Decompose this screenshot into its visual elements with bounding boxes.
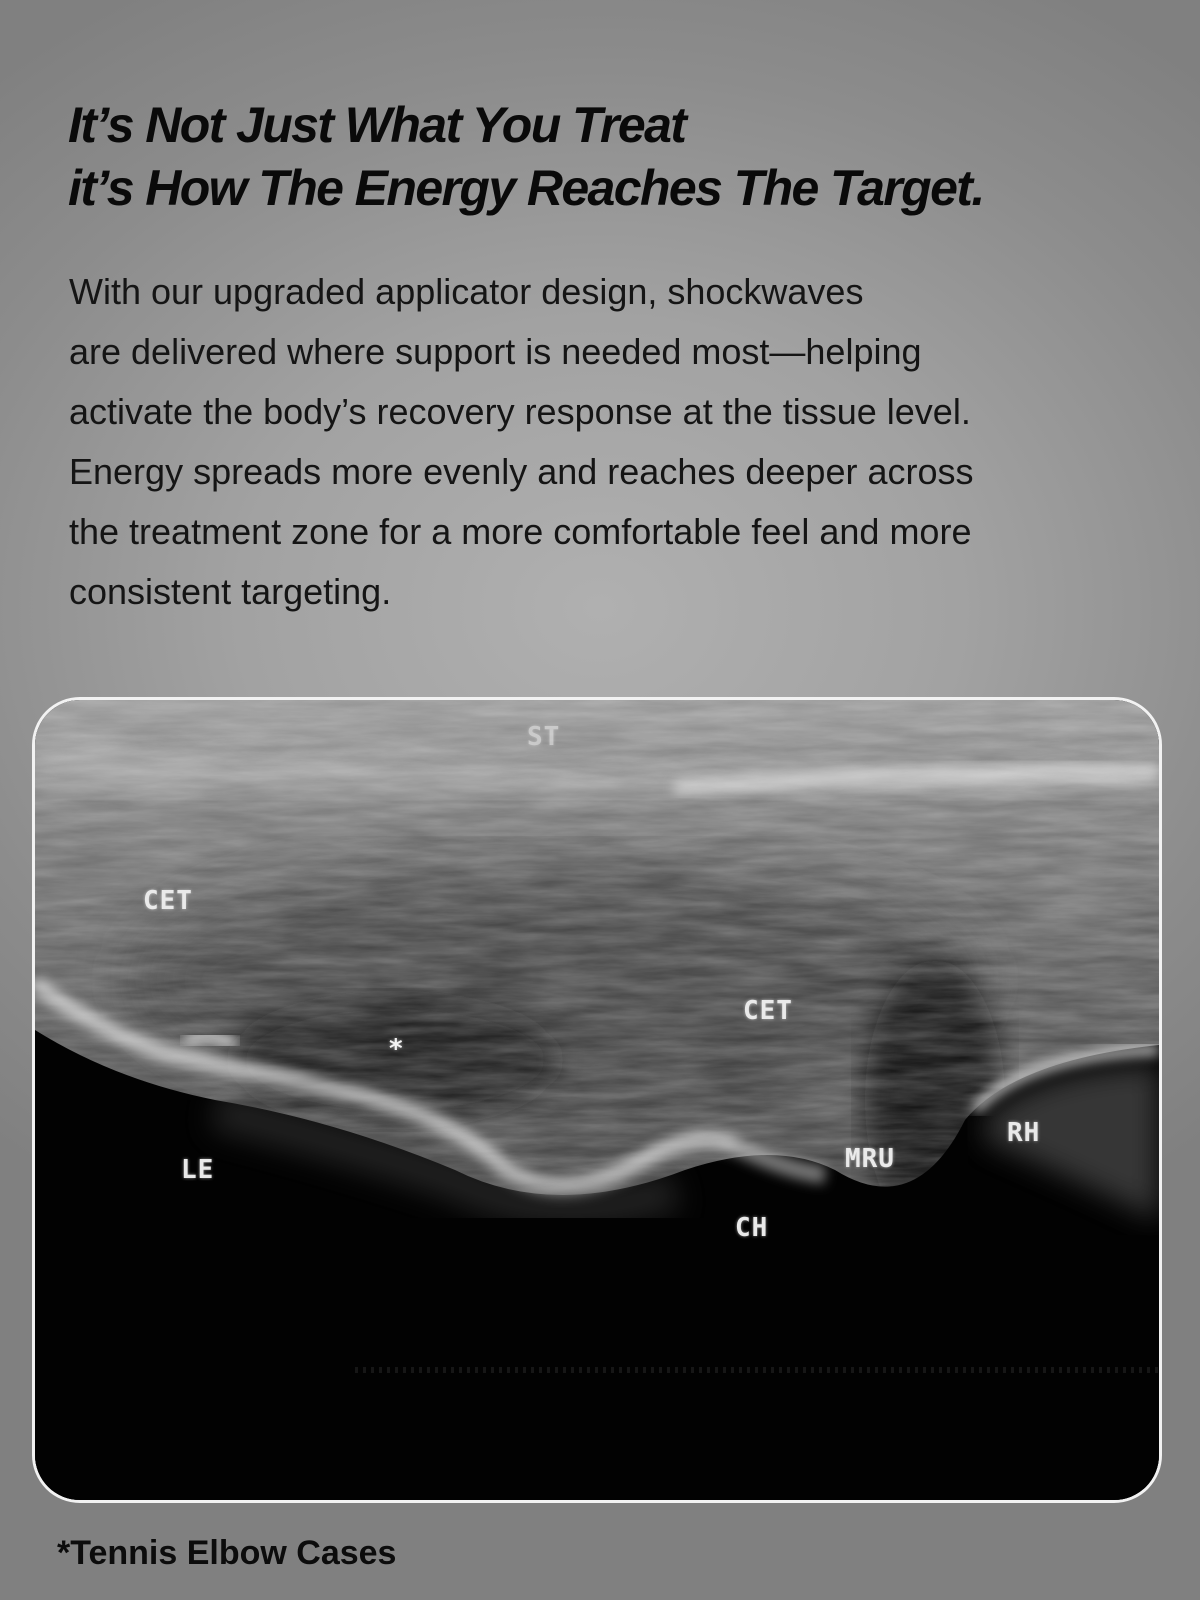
- description-line-3: activate the body’s recovery response at the tissue level.: [69, 391, 971, 432]
- label-ch: CH: [735, 1213, 769, 1243]
- footnote: *Tennis Elbow Cases: [57, 1534, 397, 1572]
- label-mru: MRU: [845, 1144, 895, 1174]
- description-line-4: Energy spreads more evenly and reaches deeper across: [69, 451, 974, 492]
- description-line-6: consistent targeting.: [69, 571, 392, 612]
- label-le: LE: [181, 1155, 215, 1185]
- description-paragraph: [69, 262, 1149, 622]
- ultrasound-image: [32, 697, 1162, 1503]
- label-cet-left: CET: [143, 886, 193, 916]
- description-line-2: are delivered where support is needed most—helping: [69, 331, 922, 372]
- headline-line-2: it’s How The Energy Reaches The Target.: [68, 160, 984, 216]
- label-st: ST: [527, 722, 561, 752]
- label-rh: RH: [1007, 1118, 1041, 1148]
- label-cet-center: CET: [743, 996, 793, 1026]
- description-line-5: the treatment zone for a more comfortable feel and more: [69, 511, 972, 552]
- description-line-1: With our upgraded applicator design, shockwaves: [69, 271, 864, 312]
- star-marker-icon: *: [388, 1034, 405, 1064]
- headline: [68, 94, 1178, 220]
- ultrasound-scan-graphic: [35, 700, 1159, 1500]
- headline-line-1: It’s Not Just What You Treat: [68, 97, 686, 153]
